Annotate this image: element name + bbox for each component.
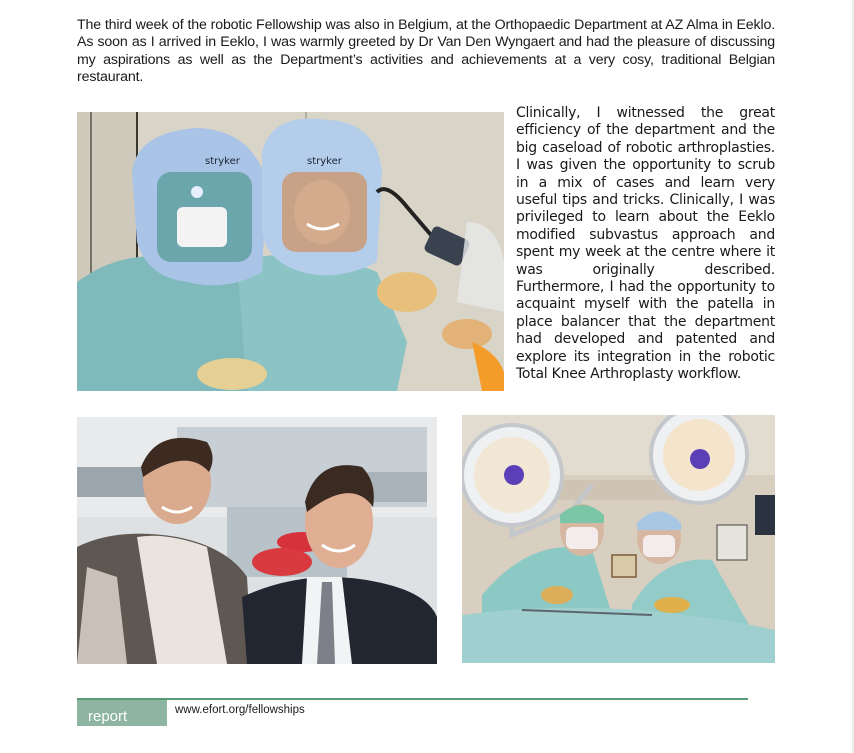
photo-selfie-atrium <box>77 417 437 664</box>
side-text: Clinically, I witnessed the great efficiency of the department and the big caseload of robotic arthroplasties. I was given the opportunity to scrub in a mix of cases and learn very useful tips and tricks. Clinically, I was privileged to learn about the Eeklo modified subvastus approach and spent my week at the centre where it was originally described. Furthermore, I had the opportunity to acquaint myself with the patella in place balancer that the department had developed and patented and explore its integration in the robotic Total Knee Arthroplasty workflow. <box>516 105 775 383</box>
svg-text:stryker: stryker <box>307 156 342 167</box>
footer-section-label: report <box>77 700 167 726</box>
intro-text: The third week of the robotic Fellowship was also in Belgium, at the Orthopaedic Department at AZ Alma in Eeklo. As soon as I arrived in Eeklo, I was warmly greeted by Dr Van Den Wyngaert and had the pleasure of discussing my aspirations as well as the Department’s activities and achievements at a very cosy, traditional Belgian restaurant. <box>77 17 775 86</box>
footer-divider <box>77 698 748 700</box>
side-paragraph <box>516 105 775 384</box>
photo-operating-room <box>462 415 775 663</box>
photo-surgeons-stryker-hoods <box>77 112 504 391</box>
hood-label: stryker <box>205 156 240 167</box>
intro-paragraph <box>77 17 775 87</box>
footer-url-link[interactable]: www.efort.org/fellowships <box>175 704 305 716</box>
